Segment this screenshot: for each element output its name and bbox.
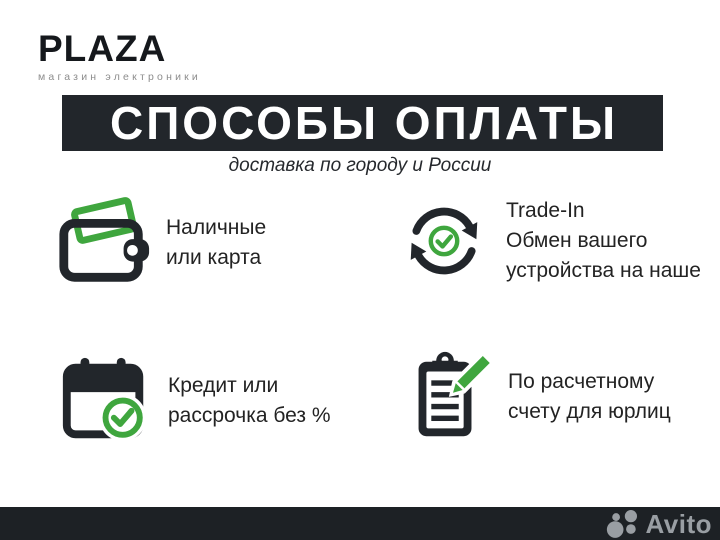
store-logo-tagline: магазин электроники (38, 71, 201, 83)
avito-logo (605, 509, 712, 539)
label-line: Кредит или (168, 374, 279, 397)
wallet-card-icon (55, 194, 153, 292)
label-line: По расчетному (508, 370, 655, 393)
payment-method-trade-in (395, 192, 701, 290)
label-line: Trade-In (506, 199, 585, 222)
label-line: рассрочка без % (168, 404, 331, 427)
page-title: СПОСОБЫ ОПЛАТЫ (110, 97, 618, 149)
title-banner (62, 95, 663, 151)
store-logo-name: PLAZA (38, 28, 167, 69)
avito-dots-icon (605, 509, 642, 539)
payment-method-label (508, 367, 671, 427)
delivery-subtitle: доставка по городу и России (228, 155, 492, 176)
label-line: счету для юрлиц (508, 400, 671, 423)
watermark-bar (0, 507, 720, 540)
label-line: Наличные (166, 216, 267, 239)
payment-method-cash-card (55, 194, 266, 292)
label-line: или карта (166, 246, 262, 269)
label-line: Обмен вашего (506, 229, 648, 252)
calendar-check-icon (57, 352, 155, 450)
store-logo (38, 30, 201, 83)
clipboard-pencil-icon (397, 348, 495, 446)
avito-wordmark: Avito (645, 508, 712, 539)
trade-in-cycle-icon (395, 192, 493, 290)
payment-method-label (506, 196, 701, 286)
payment-method-label (168, 371, 331, 431)
payment-method-invoice (397, 348, 671, 446)
label-line: устройства на наше (506, 259, 701, 282)
payment-method-credit (57, 352, 331, 450)
payment-method-label (166, 213, 266, 273)
